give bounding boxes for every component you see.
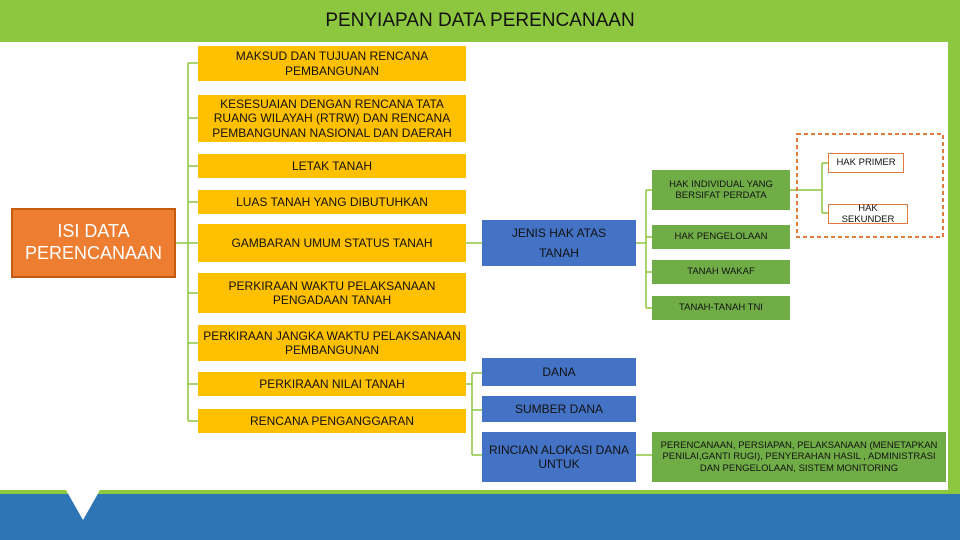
node-hak-sekunder: HAK SEKUNDER	[828, 204, 908, 224]
node-hak-pengelolaan: HAK PENGELOLAAN	[652, 225, 790, 249]
root-node: ISI DATA PERENCANAAN	[11, 208, 176, 278]
down-triangle-icon	[66, 490, 100, 520]
node-rincian-detail: PERENCANAAN, PERSIAPAN, PELAKSANAAN (MENETAPKAN PENILAI,GANTI RUGI), PENYERAHAN HASIL , ADMINISTRASI DAN PENGELOLAAN, SISTEM MONITORING	[652, 432, 946, 482]
node-hak-individual: HAK INDIVIDUAL YANG BERSIFAT PERDATA	[652, 170, 790, 210]
item-waktu-pengadaan: PERKIRAAN WAKTU PELAKSANAAN PENGADAAN TANAH	[198, 273, 466, 313]
right-accent-bar	[948, 42, 960, 540]
footer-accent-line	[0, 490, 960, 494]
item-jangka-waktu: PERKIRAAN JANGKA WAKTU PELAKSANAAN PEMBANGUNAN	[198, 325, 466, 361]
page-title: PENYIAPAN DATA PERENCANAAN	[325, 10, 635, 31]
item-status-tanah: GAMBARAN UMUM STATUS TANAH	[198, 224, 466, 262]
node-rincian-alokasi: RINCIAN ALOKASI DANA UNTUK	[482, 432, 636, 482]
item-maksud-tujuan: MAKSUD DAN TUJUAN RENCANA PEMBANGUNAN	[198, 46, 466, 81]
item-luas-tanah: LUAS TANAH YANG DIBUTUHKAN	[198, 190, 466, 214]
footer-bar	[0, 490, 960, 540]
node-hak-primer: HAK PRIMER	[828, 153, 904, 173]
item-nilai-tanah: PERKIRAAN NILAI TANAH	[198, 372, 466, 396]
item-kesesuaian-rtrw: KESESUAIAN DENGAN RENCANA TATA RUANG WILAYAH (RTRW) DAN RENCANA PEMBANGUNAN NASIONAL DAN DAERAH	[198, 95, 466, 142]
item-letak-tanah: LETAK TANAH	[198, 154, 466, 178]
node-jenis-hak: JENIS HAK ATAS TANAH	[482, 220, 636, 266]
item-penganggaran: RENCANA PENGANGGARAN	[198, 409, 466, 433]
node-tanah-tni: TANAH-TANAH TNI	[652, 296, 790, 320]
node-tanah-wakaf: TANAH WAKAF	[652, 260, 790, 284]
node-dana: DANA	[482, 358, 636, 386]
node-sumber-dana: SUMBER DANA	[482, 396, 636, 422]
